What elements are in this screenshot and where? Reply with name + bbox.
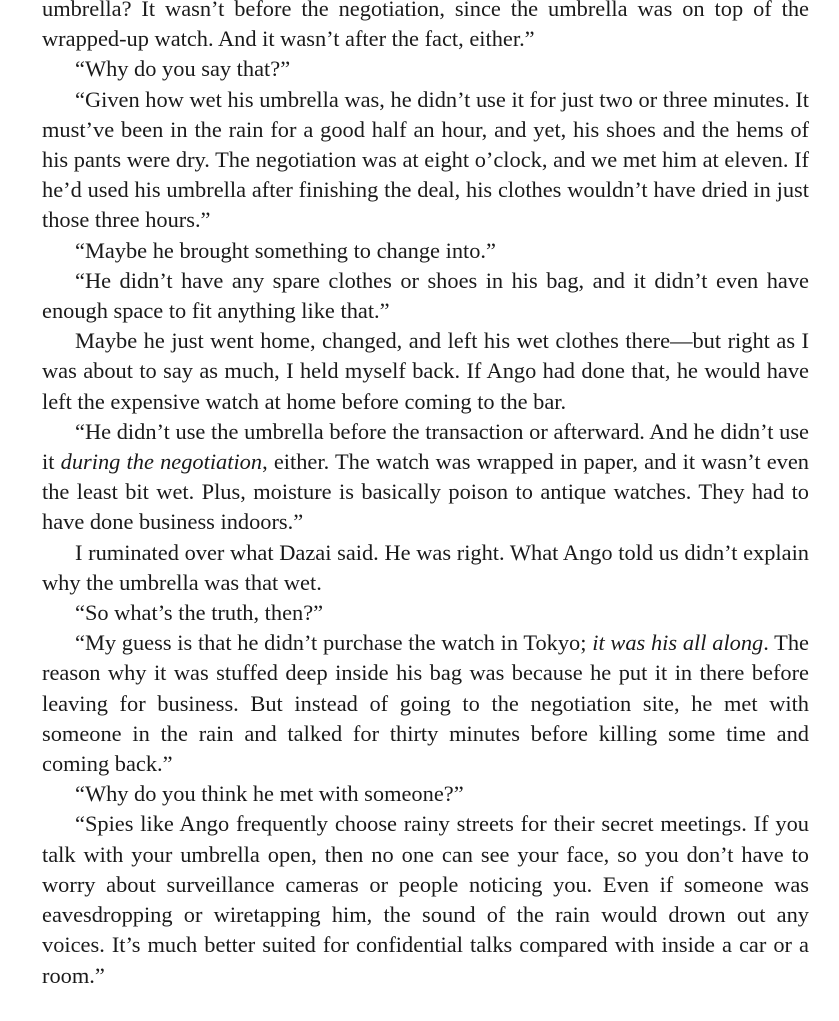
paragraph: [42, 628, 809, 779]
italic-text: it was his all along: [592, 630, 764, 656]
text-run: “He didn’t have any spare clothes or shoes in his bag, and it didn’t even have enough space to fit anything like that.”: [42, 267, 809, 324]
paragraph: [42, 809, 809, 990]
text-run: , either. The watch was wrapped in paper, and it wasn’t even the least bit wet. Plus, moisture is basically poison to antique watches. They had to have done business indoors.”: [42, 449, 809, 535]
paragraph: [42, 0, 809, 54]
text-run: Maybe he just went home, changed, and left his wet clothes there—but right as I was about to say as much, I held myself back. If Ango had done that, he would have left the expensive watch at home before coming to the bar.: [42, 328, 809, 414]
paragraph: [42, 779, 809, 809]
paragraph: [42, 85, 809, 236]
text-run: “Spies like Ango frequently choose rainy streets for their secret meetings. If you talk with your umbrella open, then no one can see your face, so you don’t have to worry about surveillance cameras or people noticing you. Even if someone was eavesdropping or wiretapping him, the sound of the rain would drown out any voices. It’s much better suited for confidential talks compared with inside a car or a room.”: [42, 811, 809, 988]
text-run: . The reason why it was stuffed deep inside his bag was because he put it in there before leaving for business. But instead of going to the negotiation site, he met with someone in the rain and talked for thirty minutes before killing some time and coming back.”: [42, 630, 809, 777]
paragraph: [42, 326, 809, 417]
text-run: “Why do you think he met with someone?”: [75, 781, 464, 807]
text-run: “So what’s the truth, then?”: [75, 600, 324, 626]
text-run: umbrella? It wasn’t before the negotiation, since the umbrella was on top of the wrapped-up watch. And it wasn’t after the fact, either.”: [42, 0, 809, 52]
paragraph: [42, 266, 809, 326]
italic-text: during the negotiation: [60, 449, 263, 475]
text-run: “Maybe he brought something to change into.”: [75, 237, 496, 263]
text-run: I ruminated over what Dazai said. He was right. What Ango told us didn’t explain why the umbrella was that wet.: [42, 539, 809, 595]
book-page-text: [42, 0, 809, 991]
paragraph: [42, 538, 809, 598]
paragraph: [42, 417, 809, 538]
paragraph: [42, 54, 809, 84]
text-run: “My guess is that he didn’t purchase the watch in Tokyo;: [75, 630, 593, 656]
text-run: “Why do you say that?”: [75, 56, 291, 82]
text-run: “Given how wet his umbrella was, he didn’t use it for just two or three minutes. It must’ve been in the rain for a good half an hour, and yet, his shoes and the hems of his pants were dry. The negotiation was at eight o’clock, and we met him at eleven. If he’d used his umbrella after finishing the deal, his clothes wouldn’t have dried in just those three hours.”: [42, 86, 809, 233]
paragraph: [42, 598, 809, 628]
text-run: “He didn’t use the umbrella before the transaction or afterward. And he didn’t use it: [42, 418, 809, 475]
paragraph: [42, 236, 809, 266]
